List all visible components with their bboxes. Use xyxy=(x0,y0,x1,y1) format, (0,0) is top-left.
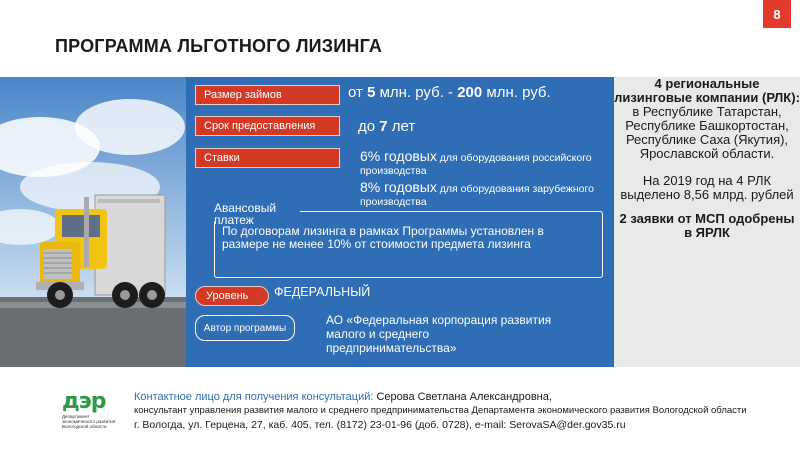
advance-payment-text: По договорам лизинга в рамках Программы установлен в размере не менее 10% от стоимости предмета лизинга xyxy=(222,224,544,251)
rate-foreign: 8% годовых для оборудования зарубежного производства xyxy=(360,179,594,208)
program-parameters-panel xyxy=(186,77,614,367)
contact-label: Контактное лицо для получения консультаций: xyxy=(134,391,377,403)
advance-payment-label: Авансовый платеж xyxy=(210,202,300,222)
loan-size-label: Размер займов xyxy=(195,85,340,105)
level-value: ФЕДЕРАЛЬНЫЙ xyxy=(274,285,371,299)
contact-position: консультант управления развития малого и среднего предпринимательства Департамента экономического развития Вологодской области xyxy=(134,405,747,416)
rlk-list: в Республике Татарстан, Республике Башкортостан, Республике Саха (Якутия), Ярославской области. xyxy=(625,104,789,161)
rate-domestic: 6% годовых для оборудования российского производства xyxy=(360,148,592,177)
contact-line xyxy=(134,391,794,404)
term-value: до 7 лет xyxy=(358,118,416,135)
rates-label: Ставки xyxy=(195,148,340,168)
level-label: Уровень xyxy=(195,286,269,306)
approved-applications: 2 заявки от МСП одобрены в ЯРЛК xyxy=(619,211,795,240)
der-logo: дэр Департамент экономического развития Вологодской области xyxy=(62,389,116,429)
funding-2019: На 2019 год на 4 РЛК выделено 8,56 млрд. рублей xyxy=(620,173,794,202)
slide-number-badge: 8 xyxy=(763,0,791,28)
contact-name: Серова Светлана Александровна, xyxy=(376,391,552,403)
rlk-info-sidebar xyxy=(614,77,800,367)
truck-photo xyxy=(0,77,186,367)
loan-size-value: от 5 млн. руб. - 200 млн. руб. xyxy=(348,84,551,101)
page-title: ПРОГРАММА ЛЬГОТНОГО ЛИЗИНГА xyxy=(55,36,383,56)
author-label: Автор программы xyxy=(195,315,295,341)
author-value: АО «Федеральная корпорация развития малого и среднего предпринимательства» xyxy=(326,313,552,355)
contact-info xyxy=(134,391,794,432)
rlk-title: 4 региональные лизинговые компании (РЛК): xyxy=(614,76,800,105)
contact-address[interactable]: г. Вологда, ул. Герцена, 27, каб. 405, тел. (8172) 23-01-96 (доб. 0728), e-mail: SerovaSA@der.gov35.ru xyxy=(134,419,626,431)
term-label: Срок предоставления xyxy=(195,116,340,136)
